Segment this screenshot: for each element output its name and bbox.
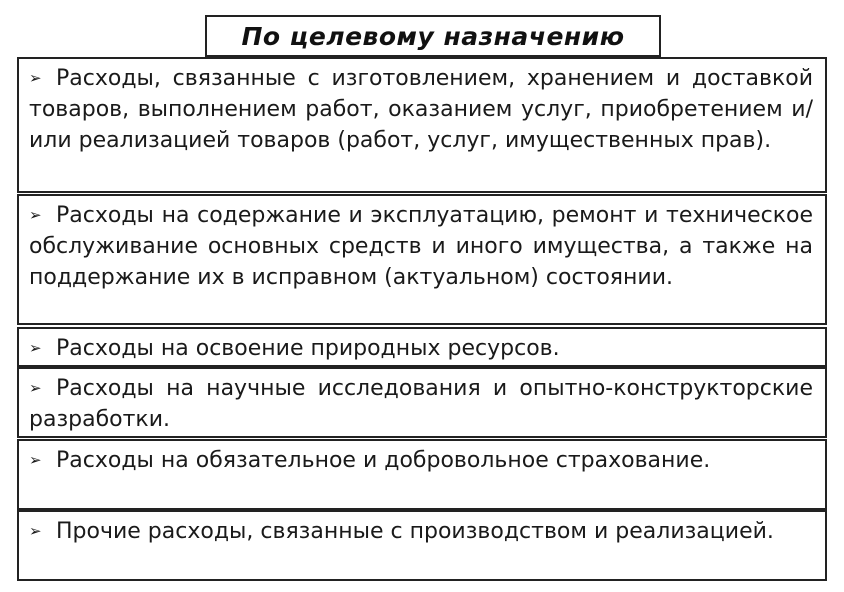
list-item-label: Расходы на освоение природных ресурсов. <box>56 336 560 361</box>
arrow-bullet-icon: ➢ <box>29 379 42 397</box>
page-title: По целевому назначению <box>241 21 625 51</box>
list-item <box>17 327 827 367</box>
list-item <box>17 194 827 325</box>
list-item-text <box>29 63 813 156</box>
arrow-bullet-icon: ➢ <box>29 522 42 540</box>
list-item-text <box>29 516 813 547</box>
arrow-bullet-icon: ➢ <box>29 69 42 87</box>
arrow-bullet-icon: ➢ <box>29 206 42 224</box>
list-item <box>17 57 827 193</box>
list-item-label: Расходы на научные исследования и опытно-конструкторские разработки. <box>29 376 813 432</box>
list-item <box>17 439 827 510</box>
list-item-text <box>29 333 813 364</box>
list-item-text <box>29 200 813 293</box>
list-item-text <box>29 373 813 435</box>
page-title-box <box>205 15 661 57</box>
list-item <box>17 510 827 581</box>
list-item-label: Прочие расходы, связанные с производством и реализацией. <box>56 519 774 544</box>
list-item-label: Расходы на обязательное и добровольное страхование. <box>56 448 711 473</box>
list-item-text <box>29 445 813 476</box>
list-item-label: Расходы, связанные с изготовлением, хранением и доставкой товаров, выполнением работ, оказанием услуг, приобретением и/или реализацией товаров (работ, услуг, имущественных прав). <box>29 66 813 153</box>
arrow-bullet-icon: ➢ <box>29 339 42 357</box>
list-item-label: Расходы на содержание и эксплуатацию, ремонт и техническое обслуживание основных средств и иного имущества, а также на поддержание их в исправном (актуальном) состоянии. <box>29 203 813 290</box>
list-item <box>17 367 827 438</box>
arrow-bullet-icon: ➢ <box>29 451 42 469</box>
